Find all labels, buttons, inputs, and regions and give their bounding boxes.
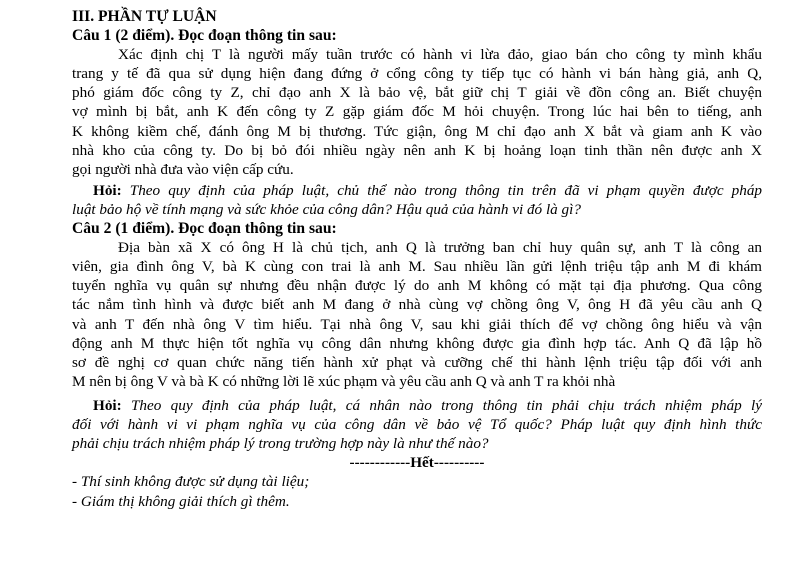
question-1-paragraph-line: vợ mình bị bắt, anh K đến công ty Z gặp giám đốc M hỏi chuyện. Trong lúc hai bên to tiếng, anh [72,103,762,121]
question-2-prompt-line: đối với hành vi vi phạm nghĩa vụ của công dân về bảo vệ Tổ quốc? Pháp luật quy định hình thức [72,415,762,433]
question-2-paragraph-line: Địa bàn xã X có ông H là chủ tịch, anh Q là trưởng ban chỉ huy quân sự, anh T là công an [118,239,762,257]
question-2-heading: Câu 2 (1 điểm). Đọc đoạn thông tin sau: [72,220,337,238]
question-2-paragraph-line: viên, gia đình ông V, bà K cùng con trai là anh M. Sau nhiều lần gửi lệnh triệu tập anh M đi khám [72,258,762,276]
question-1-paragraph-line: Xác định chị T là người mấy tuần trước có hành vi lừa đảo, giao bán cho công ty mình khẩu [118,46,762,64]
question-1-heading: Câu 1 (2 điểm). Đọc đoạn thông tin sau: [72,27,337,45]
question-2-prompt-label: Hỏi: [93,396,122,414]
question-2-prompt-line: phải chịu trách nhiệm pháp lý trong trường hợp này là như thế nào? [72,435,489,453]
exam-note: - Thí sinh không được sử dụng tài liệu; [72,473,310,491]
question-1-paragraph-line: phó giám đốc công ty Z, chỉ đạo anh X là bảo vệ, bắt giữ chị T giải về đồn công an. Biết chuyện [72,84,762,102]
question-2-paragraph-line: tuyển nghĩa vụ quân sự nhưng đều nhận được lý do anh M không có mặt tại địa phương. Qua công [72,277,762,295]
question-2-paragraph-line: và anh T đến nhà ông V tìm hiểu. Tại nhà ông V, sau khi giải thích để vợ chồng ông hiểu và vận [72,315,762,333]
question-2-paragraph-line: động anh M thực hiện tốt nghĩa vụ công dân nhưng không được gia đình hợp tác. Anh Q đã lập hồ [72,334,762,352]
question-1-paragraph-line: nhà kho của công ty. Do bị bỏ đói nhiều ngày nên anh K bị hoảng loạn tinh thần nên được anh X [72,141,762,159]
question-1-paragraph-line: trang y tế đã qua sử dụng hiện đang đứng ở cổng công ty tiếp tục có hành vi bán hàng giả, anh Q, [72,65,762,83]
question-1-prompt-label: Hỏi: [93,181,122,199]
question-2-paragraph-line: sơ đề nghị cơ quan chức năng tiến hành xử phạt và cưỡng chế thi hành lệnh triệu tập đối với anh [72,353,762,371]
question-2-paragraph-line: M nên bị ông V và bà K có những lời lẽ xúc phạm và yêu cầu anh Q và anh T ra khỏi nhà [72,372,616,390]
question-2-paragraph-line: tác nắm tình hình và được biết anh M đang ở nhà cùng vợ chồng ông V, ông H đã yêu cầu anh Q [72,296,762,314]
question-2 [72,219,762,453]
exam-document [72,7,762,512]
question-2-prompt-text: Theo quy định của pháp luật, cá nhân nào trong thông tin phải chịu trách nhiệm pháp lý [130,396,763,414]
question-1-paragraph-line: gọi người nhà đưa vào viện cấp cứu. [72,160,294,178]
question-1-prompt-line [72,181,762,200]
end-of-exam-mark: ------------Hết---------- [349,454,485,472]
question-2-prompt-line [72,396,762,415]
question-1-prompt-text: Theo quy định của pháp luật, chủ thể nào trong thông tin trên đã vi phạm quyền được pháp [129,181,763,199]
exam-note: - Giám thị không giải thích gì thêm. [72,493,290,511]
question-1-prompt-line: luật bảo hộ về tính mạng và sức khỏe của công dân? Hậu quả của hành vi đó là gì? [72,200,581,218]
exam-notes [72,472,762,512]
question-1-paragraph-line: K không kiềm chế, đánh ông M bị thương. Tức giận, ông M chỉ đạo anh X bắt và giam anh K vào [72,122,762,140]
section-title: III. PHẦN TỰ LUẬN [72,8,217,25]
question-1 [72,26,762,219]
